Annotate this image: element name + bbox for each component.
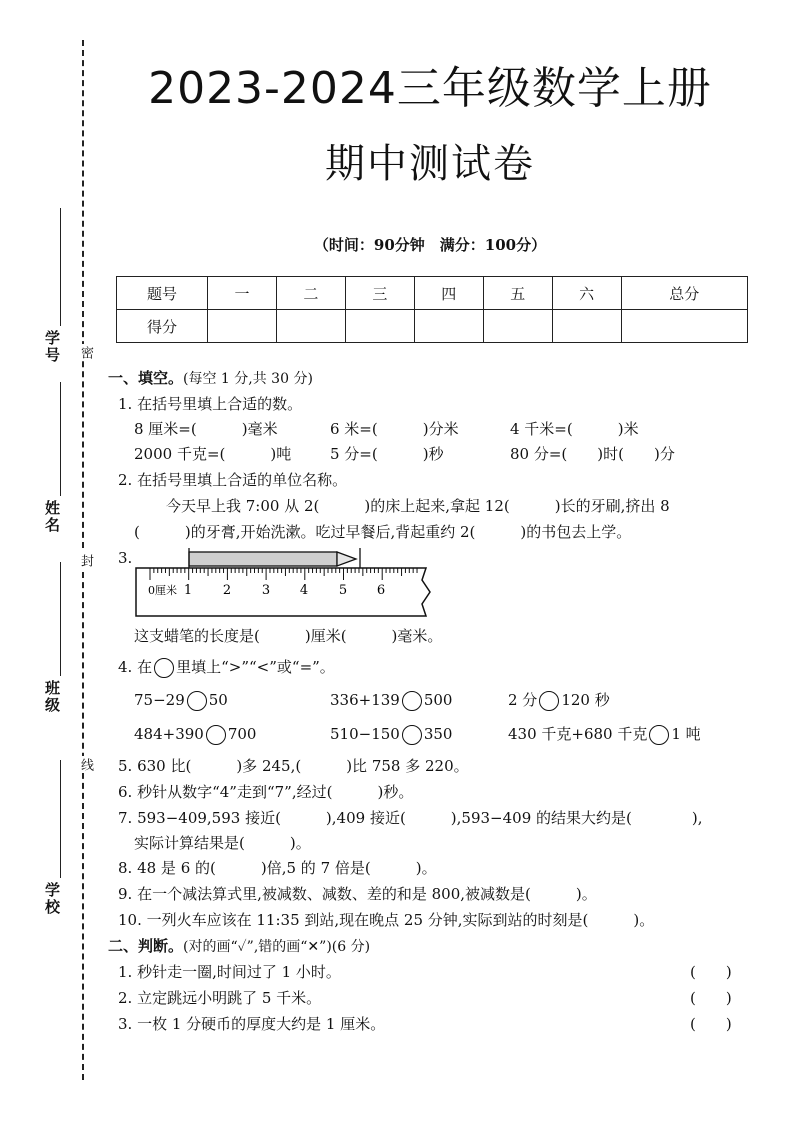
q1-item: 6 米=( )分米 (330, 420, 459, 438)
q8: 8. 48 是 6 的( )倍,5 的 7 倍是( )。 (118, 859, 437, 877)
score-table-score-row (117, 310, 748, 343)
compare-item (330, 690, 452, 711)
compare-left: 510−150 (330, 725, 400, 743)
name-label: 姓名 (43, 500, 61, 534)
judge-item: 1. 秒针走一圈,时间过了 1 小时。 (118, 963, 341, 981)
compare-right: 120 秒 (561, 691, 610, 709)
q4-prompt (118, 657, 335, 678)
q1-item: 4 千米=( )米 (510, 420, 639, 438)
q1-item: 2000 千克=( )吨 (134, 445, 292, 463)
q5: 5. 630 比( )多 245,( )比 758 多 220。 (118, 757, 469, 775)
table-cell: 四 (414, 277, 483, 310)
q2-line2: ( )的牙膏,开始洗漱。吃过早餐后,背起重约 2( )的书包去上学。 (134, 523, 632, 541)
student-id-blank[interactable] (60, 208, 61, 326)
compare-left: 75−29 (134, 691, 185, 709)
score-cell[interactable] (621, 310, 747, 343)
table-cell: 五 (483, 277, 552, 310)
ruler-body (136, 568, 430, 616)
q3-answer: 这支蜡笔的长度是( )厘米( )毫米。 (134, 627, 443, 645)
compare-right: 350 (423, 725, 453, 743)
name-blank[interactable] (60, 382, 61, 496)
compare-circle[interactable] (402, 725, 422, 745)
seal-mark-mi: 密 (78, 346, 93, 359)
page-title: 2023-2024三年级数学上册 (148, 63, 712, 114)
table-cell: 题号 (117, 277, 208, 310)
compare-circle[interactable] (649, 725, 669, 745)
ruler-number: 5 (338, 583, 348, 598)
score-cell[interactable] (276, 310, 345, 343)
class-blank[interactable] (60, 562, 61, 676)
compare-right: 700 (227, 725, 257, 743)
ruler-zero-label: 0厘米 (148, 584, 177, 597)
compare-item (508, 690, 610, 711)
compare-right: 500 (423, 691, 453, 709)
ruler-number: 1 (183, 583, 193, 598)
compare-right: 1 吨 (671, 725, 701, 743)
judge-bracket[interactable]: ( ) (690, 1015, 732, 1033)
judge-bracket[interactable]: ( ) (690, 963, 732, 981)
table-cell: 二 (276, 277, 345, 310)
q1-item: 8 厘米=( )毫米 (134, 420, 278, 438)
score-cell[interactable] (414, 310, 483, 343)
section1-heading-line (108, 368, 313, 389)
q1-item: 5 分=( )秒 (330, 445, 444, 463)
school-blank[interactable] (60, 760, 61, 878)
compare-right: 50 (208, 691, 228, 709)
judge-item: 3. 一枚 1 分硬币的厚度大约是 1 厘米。 (118, 1015, 386, 1033)
q9: 9. 在一个减法算式里,被减数、减数、差的和是 800,被减数是( )。 (118, 885, 597, 903)
circle-icon (154, 658, 174, 678)
compare-left: 2 分 (508, 691, 538, 709)
section1-heading: 一、填空。 (108, 369, 184, 387)
seal-mark-feng: 封 (78, 554, 93, 567)
table-cell: 总分 (621, 277, 747, 310)
page-subtitle: 期中测试卷 (325, 141, 535, 187)
q3-number: 3. (118, 549, 133, 567)
ruler-figure (134, 548, 434, 620)
compare-item (134, 724, 256, 745)
score-cell[interactable] (483, 310, 552, 343)
q1-item: 80 分=( )时( )分 (510, 445, 675, 463)
table-cell: 三 (345, 277, 414, 310)
q7-line2: 实际计算结果是( )。 (134, 834, 311, 852)
compare-circle[interactable] (206, 725, 226, 745)
ruler-number: 6 (376, 583, 386, 598)
table-cell: 六 (552, 277, 621, 310)
seal-mark-xian: 线 (78, 758, 93, 771)
score-cell[interactable] (208, 310, 277, 343)
student-id-label: 学号 (43, 330, 61, 364)
compare-item (134, 690, 228, 711)
q1-prompt: 1. 在括号里填上合适的数。 (118, 395, 303, 413)
compare-left: 430 千克+680 千克 (508, 725, 648, 743)
section2-heading: 二、判断。 (108, 937, 184, 955)
judge-item: 2. 立定跳远小明跳了 5 千米。 (118, 989, 322, 1007)
score-cell[interactable] (345, 310, 414, 343)
q6: 6. 秒针从数字“4”走到“7”,经过( )秒。 (118, 783, 414, 801)
q7-line1: 7. 593−409,593 接近( ),409 接近( ),593−409 的结果大约是( ), (118, 809, 703, 827)
score-table (116, 276, 748, 343)
table-cell: 得分 (117, 310, 208, 343)
class-label: 班级 (43, 680, 61, 714)
compare-item (508, 724, 701, 745)
score-table-header-row (117, 277, 748, 310)
compare-circle[interactable] (187, 691, 207, 711)
q2-line1: 今天早上我 7:00 从 2( )的床上起来,拿起 12( )长的牙刷,挤出 8 (166, 497, 670, 515)
section2-note: (对的画“✓”,错的画“✕”)(6 分) (183, 939, 371, 955)
table-cell: 一 (208, 277, 277, 310)
compare-item (330, 724, 452, 745)
section1-note: (每空 1 分,共 30 分) (183, 371, 313, 387)
compare-circle[interactable] (402, 691, 422, 711)
compare-left: 336+139 (330, 691, 400, 709)
ruler-number: 2 (222, 583, 232, 598)
school-label: 学校 (43, 882, 61, 916)
score-cell[interactable] (552, 310, 621, 343)
ruler-number: 3 (261, 583, 271, 598)
compare-left: 484+390 (134, 725, 204, 743)
q10: 10. 一列火车应该在 11:35 到站,现在晚点 25 分钟,实际到站的时刻是( )。 (118, 911, 655, 929)
q4-prompt-before: 4. 在 (118, 658, 153, 676)
ruler-number: 4 (299, 583, 309, 598)
judge-bracket[interactable]: ( ) (690, 989, 732, 1007)
q4-prompt-after: 里填上“>”“<”或“=”。 (176, 658, 335, 676)
exam-time-info: （时间：90分钟 满分：100分） (313, 236, 547, 254)
compare-circle[interactable] (539, 691, 559, 711)
q2-prompt: 2. 在括号里填上合适的单位名称。 (118, 471, 348, 489)
section2-heading-line (108, 936, 370, 957)
ruler-with-crayon-diagram (134, 548, 434, 620)
